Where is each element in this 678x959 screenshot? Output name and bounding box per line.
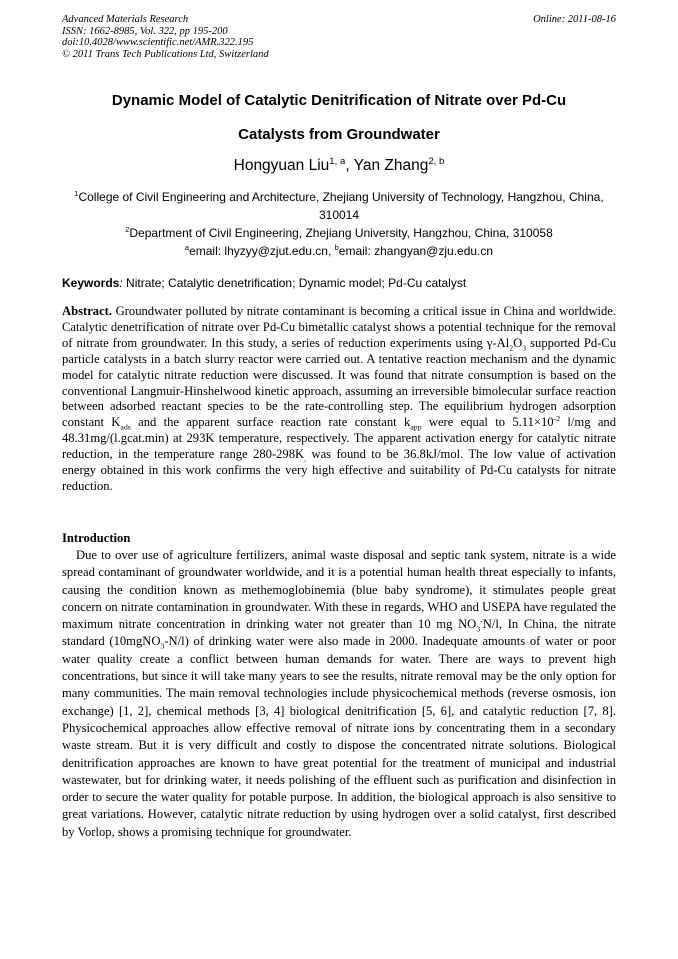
affiliation-1-mark: 1 (74, 189, 79, 198)
abstract-text-5: were equal to 5.11×10 (421, 415, 554, 430)
author-2-marks: 2, b (428, 155, 445, 167)
introduction-heading: Introduction (62, 531, 131, 545)
affiliation-2-text: Department of Civil Engineering, Zhejiang University, Hangzhou, China, 310058 (129, 226, 553, 240)
doi-line: doi:10.4028/www.scientific.net/AMR.322.195 (62, 37, 254, 49)
author-2: Yan Zhang (353, 157, 429, 174)
journal-name: Advanced Materials Research (62, 14, 189, 25)
abstract-text-3: supported Pd-Cu particle catalysts in a batch slurry reactor were carried out. A tentative reaction mechanism and the dynamic model for catalytic nitrate reduction were discussed. It was found that nitrate consumption is based on the conventional Langmuir-Hinshelwood kinetic approach, assuming an irreversible bimolecular surface reaction between adsorbed reactant species to be the rate-controlling step. The equilibrium hydrogen adsorption constant K (62, 335, 617, 430)
intro-sup-1: - (480, 616, 483, 625)
abstract-text-4: and the apparent surface reaction rate constant k (130, 415, 411, 430)
title-line-2: Catalysts from Groundwater (238, 126, 440, 143)
email-a: email: lhyzyy@zjut.edu.cn, (189, 244, 335, 258)
keywords-label: Keywords (62, 276, 120, 290)
abstract-text-7: was found to be 36.8kJ/mol. The low value of activation energy obtained in this work confirms the very high effective and suitability of Pd-Cu catalysts for nitrate reduction. (62, 447, 616, 493)
abstract-sub-2: 3 (522, 343, 527, 353)
keywords-colon: : (119, 276, 123, 290)
intro-sub-2: 3 (160, 642, 165, 651)
online-date: Online: 2011-08-16 (533, 14, 616, 25)
email-a-mark: a (184, 243, 190, 252)
email-b: email: zhangyan@zju.edu.cn (338, 244, 494, 258)
email-b-mark: b (334, 243, 339, 252)
keywords-text: Nitrate; Catalytic denetrification; Dynamic model; Pd-Cu catalyst (122, 276, 467, 290)
title-line-1: Dynamic Model of Catalytic Denitrification of Nitrate over Pd-Cu (111, 92, 567, 109)
abstract-text-2: O (513, 335, 523, 350)
issn-line: ISSN: 1662-8985, Vol. 322, pp 195-200 (62, 25, 228, 37)
copyright-line: © 2011 Trans Tech Publications Ltd, Switzerland (62, 48, 269, 60)
abstract-sub-1: 2 (509, 343, 514, 353)
email-line (62, 242, 616, 260)
abstract-paragraph (62, 304, 616, 495)
journal-header (62, 14, 269, 60)
introduction-paragraph (62, 547, 616, 841)
abstract-text-1: Groundwater polluted by nitrate contaminant is becoming a critical issue in China and worldwide. Catalytic denetrification of nitrate over Pd-Cu bimetallic catalyst shows a potential technique for the removal of nitrate from groundwater. In this study, a series of reduction experiments using γ-Al (62, 304, 616, 350)
intro-text-1: Due to over use of agriculture fertilizers, animal waste disposal and septic tank system, nitrate is a wide spread contaminant of groundwater worldwide, and it is a potential human health threat especially to infants, causing the condition known as methemoglobinemia (blue baby syndrome), it stimulates people great concern on nitrate contamination in groundwater. With these in regards, WHO and USEPA have regulated the maximum nitrate concentration in drinking water not greater than 10 mg NO (62, 548, 616, 632)
abstract-sub-comma: , (304, 454, 307, 464)
author-list (62, 157, 616, 175)
affiliation-2-mark: 2 (125, 225, 130, 234)
intro-text-3: -N/l) of drinking water were also made in 2000. Inadequate amounts of water or poor water quality create a conflict between human demands for water. There are ways to prevent high concentrations, but since it will take many years to see the results, nitrate removal may be the only option for many communities. The main removal technologies include physicochemical methods (reverse osmosis, ion exchange) [1, 2], chemical methods [3, 4] biological denitrification [5, 6], and catalytic reduction [7, 8]. Physicochemical approaches allow effective removal of nitrate ions by concentrating them in a secondary waste stream. But it is very difficult and costly to dispose the concentrated nitrate solutions. Biological denitrification approaches are known to have great potential for the treatment of municipal and industrial wastewater, but for drinking water, it needs polishing of the effluent such as purification and disinfection in order to secure the water quality for potable purpose. In addition, the biological approach is also sensitive to great variations. However, catalytic nitrate reduction by using hydrogen over a solid catalyst, first described by Vorlop, shows a promising technique for groundwater. (62, 634, 616, 839)
abstract-sup-exp: -2 (553, 414, 561, 424)
abstract-sub-ads: ads (120, 422, 131, 432)
abstract-text-6: l/mg and 48.31mg/(l.gcat.min) at 293K temperature, respectively. The apparent activation energy for catalytic nitrate reduction, in the temperature range 280-298K (62, 415, 617, 462)
affiliation-1 (62, 188, 616, 206)
author-1: Hongyuan Liu (233, 157, 330, 174)
intro-sub-1: 3 (476, 624, 481, 634)
intro-text-2: N/l, In China, the nitrate standard (10mgNO (62, 617, 617, 649)
affiliation-1-text: College of Civil Engineering and Architecture, Zhejiang University of Technology, Hangzhou, China, (78, 190, 604, 204)
abstract-sub-app: app (410, 422, 422, 432)
affiliation-2 (62, 224, 616, 242)
keywords-line (62, 276, 616, 290)
author-separator: , (345, 157, 354, 174)
affiliation-1-postcode: 310014 (318, 208, 360, 222)
author-1-marks: 1, a (329, 155, 346, 167)
abstract-label: Abstract. (62, 304, 113, 318)
